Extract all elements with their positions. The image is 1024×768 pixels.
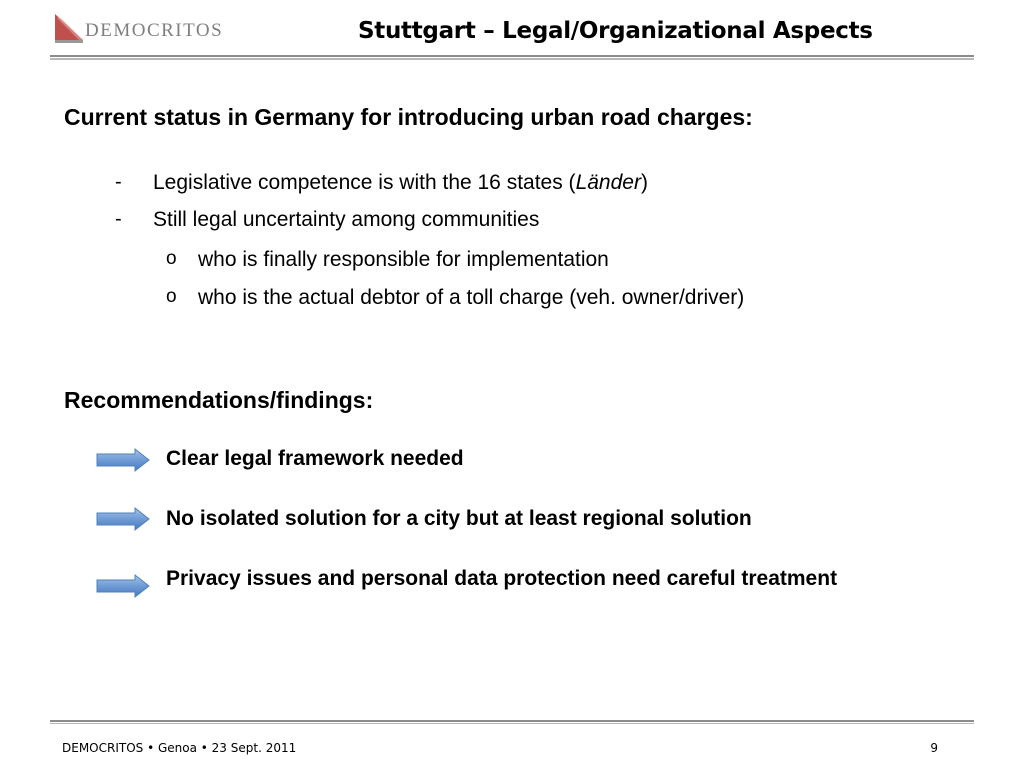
- sub-bullet-debtor: who is the actual debtor of a toll charge (veh. owner/driver): [198, 286, 745, 309]
- header-divider-shadow: [50, 58, 974, 60]
- bullet-legislative-competence: Legislative competence is with the 16 states (Länder): [153, 171, 648, 194]
- arrow-right-icon: [95, 573, 151, 599]
- recommendation-legal-framework: Clear legal framework needed: [166, 447, 464, 470]
- sub-bullet-marker: o: [166, 286, 177, 307]
- recommendations-heading: Recommendations/findings:: [64, 387, 374, 413]
- status-heading: Current status in Germany for introducing urban road charges:: [64, 104, 753, 130]
- slide-title: Stuttgart – Legal/Organizational Aspects: [358, 18, 873, 44]
- bullet-marker: -: [115, 171, 122, 193]
- recommendation-privacy: Privacy issues and personal data protection need careful treatment: [166, 567, 838, 590]
- sub-bullet-marker: o: [166, 248, 177, 269]
- arrow-right-icon: [95, 447, 151, 473]
- bullet-legal-uncertainty: Still legal uncertainty among communities: [153, 208, 540, 231]
- header-divider: [50, 55, 974, 57]
- footer-divider: [50, 720, 974, 722]
- footer-divider-shadow: [50, 723, 974, 724]
- logo-text: DEMOCRITOS: [85, 20, 224, 41]
- recommendation-regional-solution: No isolated solution for a city but at least regional solution: [166, 507, 752, 530]
- page-number: 9: [930, 741, 938, 755]
- sub-bullet-responsibility: who is finally responsible for implementation: [198, 248, 609, 271]
- footer-text: DEMOCRITOS • Genoa • 23 Sept. 2011: [62, 741, 297, 755]
- arrow-right-icon: [95, 506, 151, 532]
- bullet-marker: -: [115, 208, 122, 230]
